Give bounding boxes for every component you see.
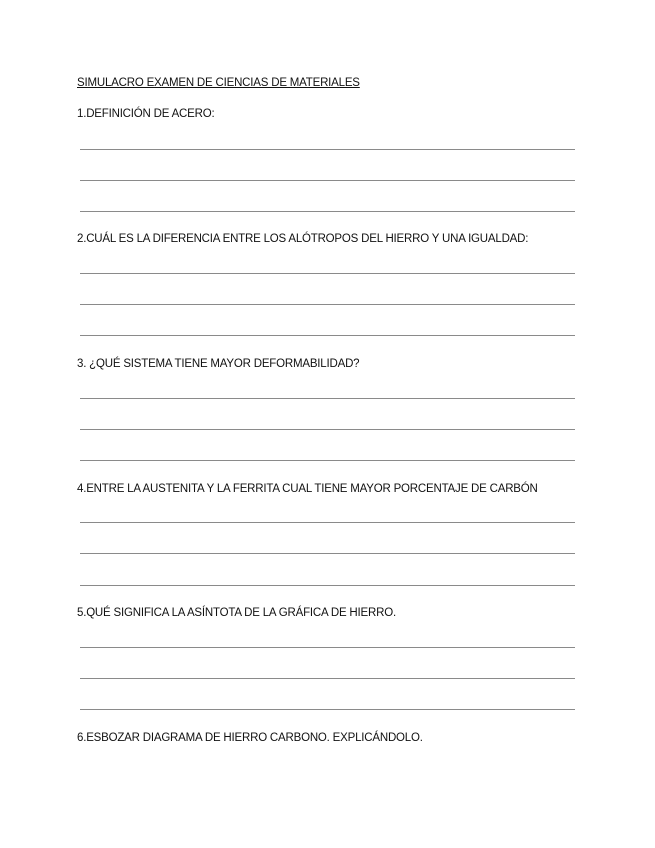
question-4: 4.ENTRE LA AUSTENITA Y LA FERRITA CUAL TIENE MAYOR PORCENTAJE DE CARBÓN	[77, 483, 538, 495]
answer-line-4b	[80, 553, 575, 554]
answer-line-3b	[80, 429, 575, 430]
exam-title: SIMULACRO EXAMEN DE CIENCIAS DE MATERIALES	[77, 77, 360, 89]
answer-line-3c	[80, 460, 575, 461]
answer-line-5b	[80, 678, 575, 679]
answer-line-4c	[80, 585, 575, 586]
answer-line-1c	[80, 211, 575, 212]
question-1: 1.DEFINICIÓN DE ACERO:	[77, 108, 215, 120]
answer-line-2b	[80, 304, 575, 305]
answer-line-2a	[80, 273, 575, 274]
answer-line-5c	[80, 709, 575, 710]
question-6: 6.ESBOZAR DIAGRAMA DE HIERRO CARBONO. EXPLICÁNDOLO.	[77, 732, 423, 744]
question-5: 5.QUÉ SIGNIFICA LA ASÍNTOTA DE LA GRÁFICA DE HIERRO.	[77, 607, 396, 619]
question-2: 2.CUÁL ES LA DIFERENCIA ENTRE LOS ALÓTROPOS DEL HIERRO Y UNA IGUALDAD:	[77, 233, 529, 245]
answer-line-2c	[80, 335, 575, 336]
answer-line-3a	[80, 398, 575, 399]
answer-line-5a	[80, 647, 575, 648]
question-3: 3. ¿QUÉ SISTEMA TIENE MAYOR DEFORMABILIDAD?	[77, 358, 360, 370]
answer-line-1a	[80, 149, 575, 150]
answer-line-1b	[80, 180, 575, 181]
answer-line-4a	[80, 522, 575, 523]
